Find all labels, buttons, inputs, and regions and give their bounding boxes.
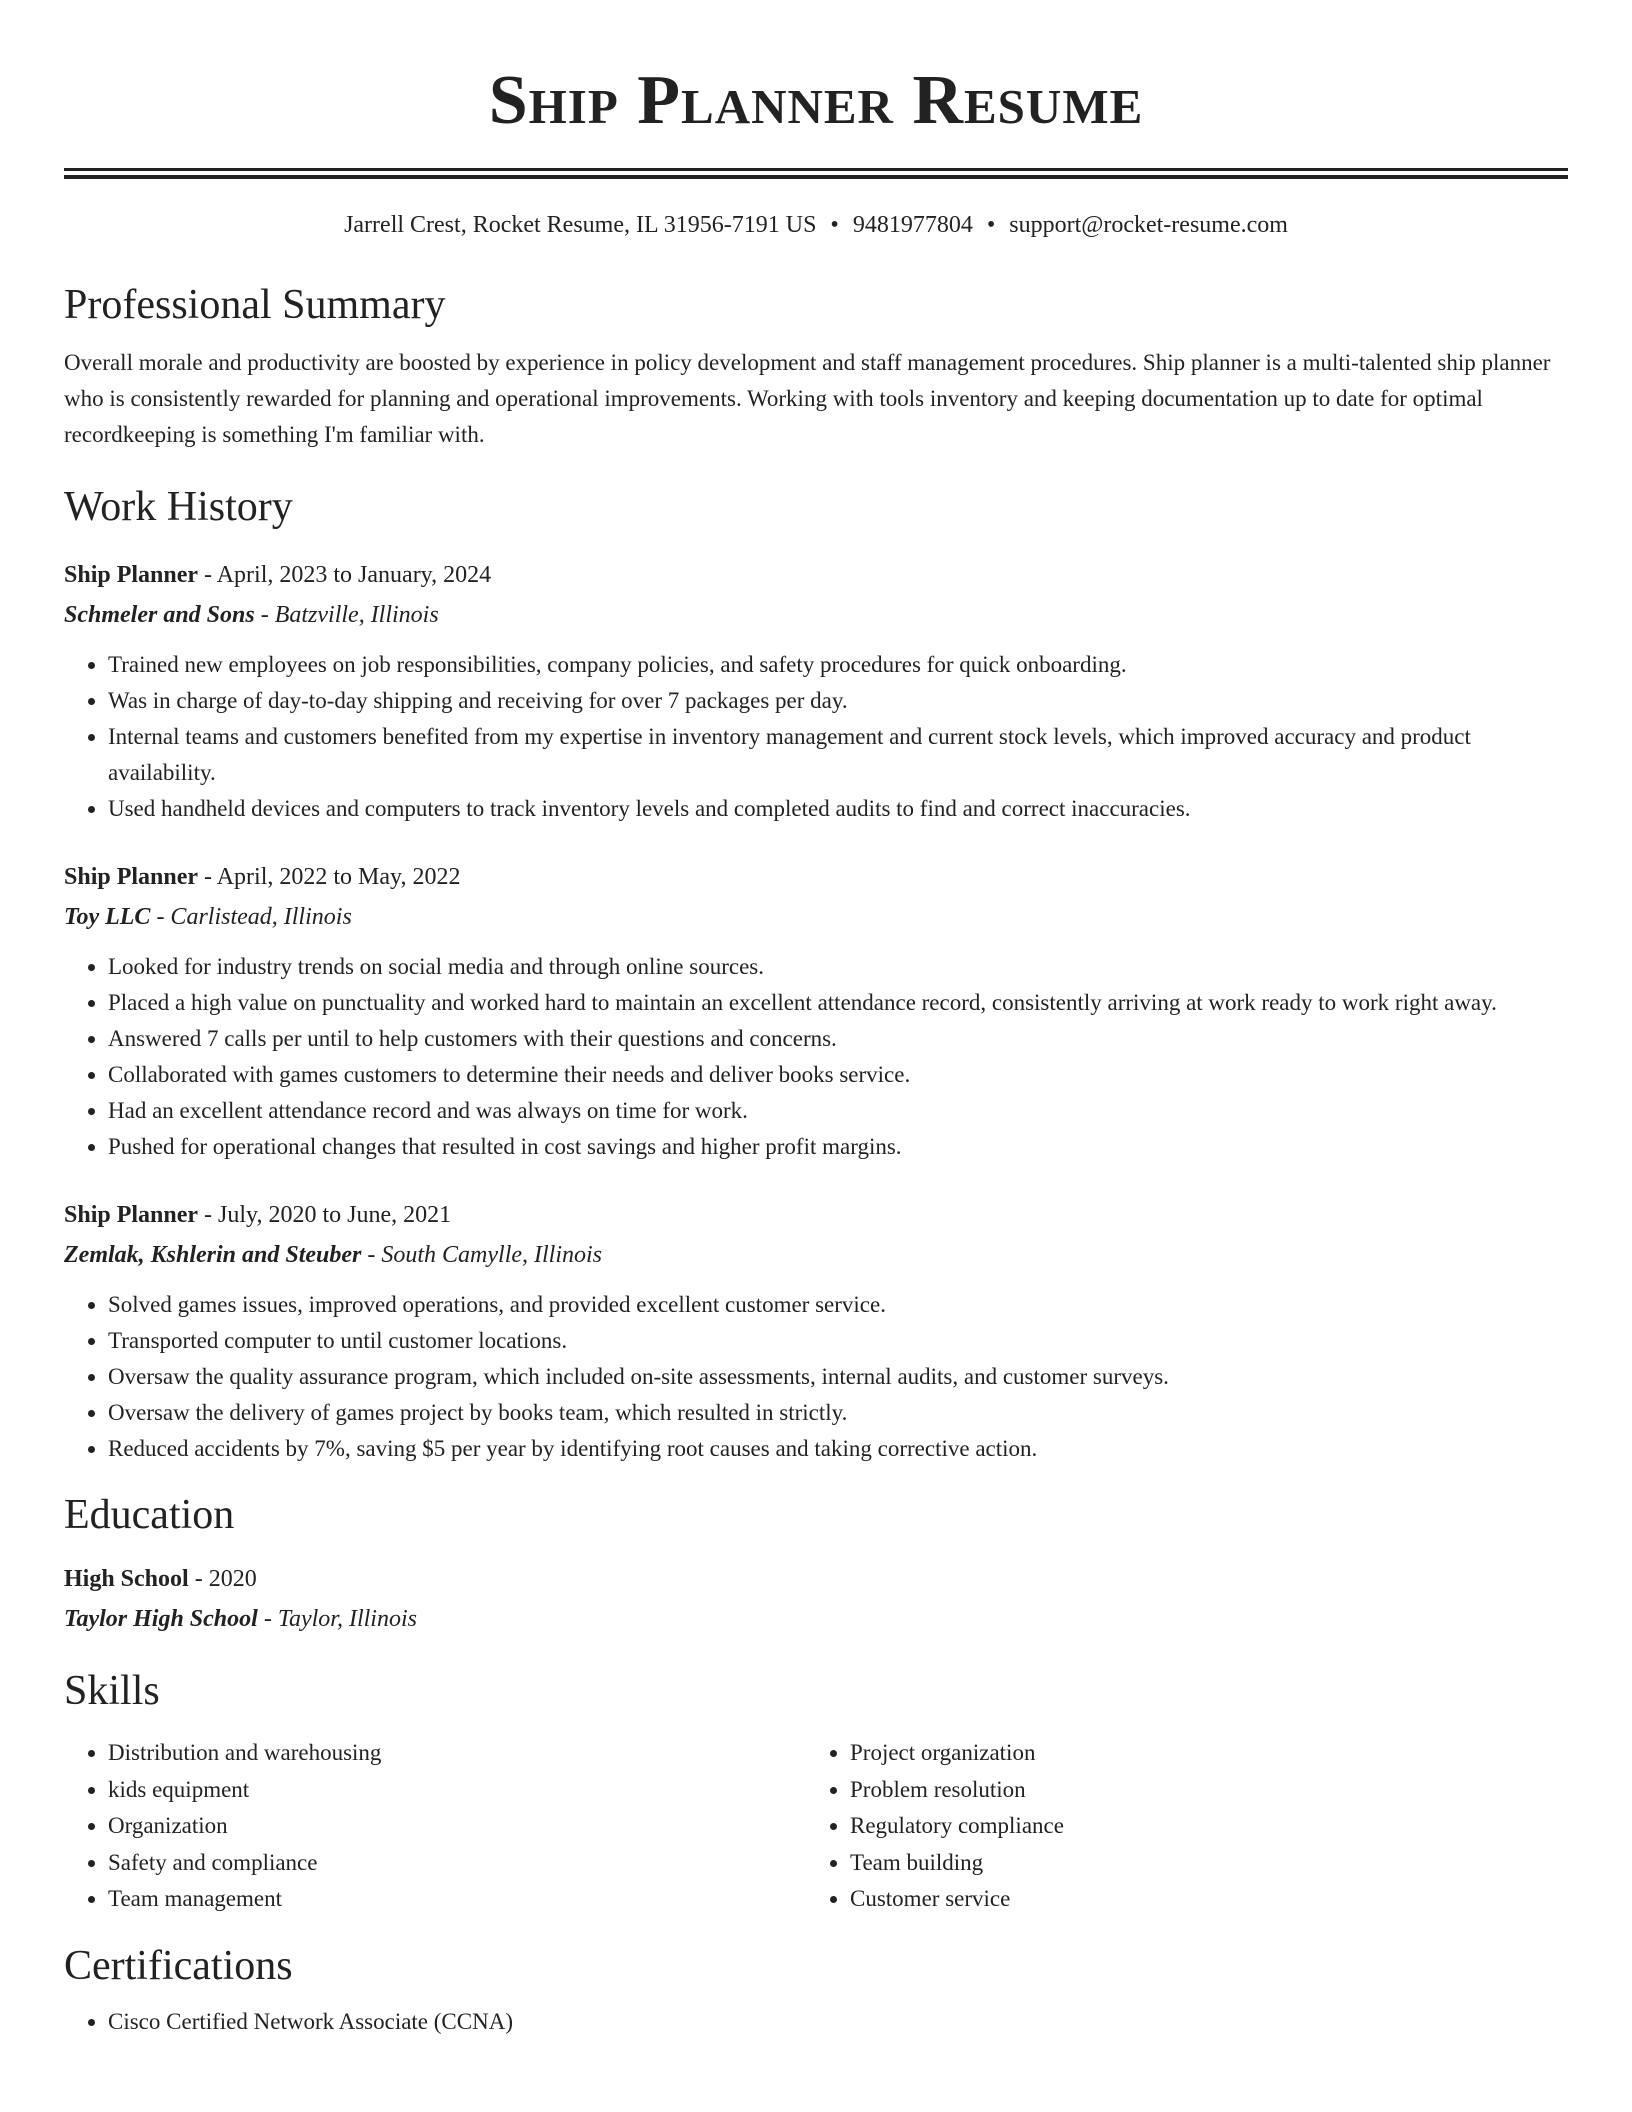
job-location: - Carlistead, Illinois: [156, 904, 352, 930]
contact-phone: 9481977804: [852, 212, 973, 238]
education-year: - 2020: [194, 1566, 257, 1592]
list-item: • Team management: [108, 1881, 806, 1918]
education-heading: Education: [64, 1492, 235, 1538]
list-item: • Regulatory compliance: [850, 1808, 1548, 1845]
job-title-line: [64, 1195, 1568, 1235]
list-item: • Used handheld devices and computers to track inventory levels and completed audits to find and correct inaccuracies.: [108, 791, 1568, 827]
job-title: Ship Planner: [64, 864, 199, 890]
resume-title: Ship Planner Resume: [488, 62, 1144, 139]
job-location: - South Camylle, Illinois: [367, 1242, 603, 1268]
list-item: • Safety and compliance: [108, 1845, 806, 1882]
job-dates: - April, 2023 to January, 2024: [204, 562, 492, 588]
list-item: • Oversaw the quality assurance program, which included on-site assessments, internal audits, and customer surveys.: [108, 1359, 1568, 1395]
job-company-line: [64, 595, 1568, 635]
job-bullet-list: [64, 1287, 1568, 1467]
list-item: • Pushed for operational changes that resulted in cost savings and higher profit margins.: [108, 1129, 1568, 1165]
job-title-line: [64, 555, 1568, 595]
education-school: Taylor High School: [64, 1606, 258, 1632]
job-company-line: [64, 1235, 1568, 1275]
list-item: • kids equipment: [108, 1772, 806, 1809]
job-location: - Batzville, Illinois: [260, 602, 439, 628]
job-title-line: [64, 857, 1568, 897]
job-dates: - April, 2022 to May, 2022: [204, 864, 461, 890]
list-item: • Answered 7 calls per until to help customers with their questions and concerns.: [108, 1021, 1568, 1057]
list-item: • Oversaw the delivery of games project by books team, which resulted in strictly.: [108, 1395, 1568, 1431]
list-item: • Customer service: [850, 1881, 1548, 1918]
job-company-line: [64, 897, 1568, 937]
list-item: • Internal teams and customers benefited from my expertise in inventory management and current stock levels, which improved accuracy and product availability.: [108, 719, 1568, 791]
list-item: • Was in charge of day-to-day shipping and receiving for over 7 packages per day.: [108, 683, 1568, 719]
job-company: Schmeler and Sons: [64, 602, 255, 628]
contact-separator: •: [986, 212, 996, 238]
list-item: • Project organization: [850, 1735, 1548, 1772]
summary-heading: Professional Summary: [64, 282, 446, 328]
list-item: • Cisco Certified Network Associate (CCNA): [108, 2004, 1568, 2040]
certifications-list: [64, 2004, 1568, 2040]
work-history-heading: Work History: [64, 484, 293, 530]
education-degree-line: [64, 1559, 1568, 1599]
job-entry: [64, 555, 1568, 827]
job-company: Toy LLC: [64, 904, 151, 930]
job-bullet-list: [64, 949, 1568, 1165]
job-entry: [64, 857, 1568, 1165]
list-item: • Had an excellent attendance record and was always on time for work.: [108, 1093, 1568, 1129]
skills-list-right: [806, 1735, 1548, 1918]
job-dates: - July, 2020 to June, 2021: [204, 1202, 452, 1228]
contact-address: Jarrell Crest, Rocket Resume, IL 31956-7191 US: [344, 212, 817, 238]
list-item: • Placed a high value on punctuality and worked hard to maintain an excellent attendance record, consistently arriving at work ready to work right away.: [108, 985, 1568, 1021]
skills-list-left: [64, 1735, 806, 1918]
education-entry: [64, 1559, 1568, 1639]
skills-grid: [64, 1735, 1568, 1918]
summary-text: Overall morale and productivity are boosted by experience in policy development and staff management procedures. Ship planner is a multi-talented ship planner who is consistently rewarded for planning and operational improvements. Working with tools inventory and keeping documentation up to date for optimal recordkeeping is something I'm familiar with.: [64, 350, 1551, 447]
job-title: Ship Planner: [64, 1202, 199, 1228]
title-double-rule: [64, 168, 1568, 179]
list-item: • Solved games issues, improved operations, and provided excellent customer service.: [108, 1287, 1568, 1323]
list-item: • Trained new employees on job responsibilities, company policies, and safety procedures for quick onboarding.: [108, 647, 1568, 683]
list-item: • Collaborated with games customers to determine their needs and deliver books service.: [108, 1057, 1568, 1093]
list-item: • Transported computer to until customer locations.: [108, 1323, 1568, 1359]
certifications-heading: Certifications: [64, 1942, 293, 1989]
job-company: Zemlak, Kshlerin and Steuber: [64, 1242, 362, 1268]
education-location: - Taylor, Illinois: [263, 1606, 417, 1632]
education-school-line: [64, 1599, 1568, 1639]
skills-heading: Skills: [64, 1668, 160, 1714]
list-item: • Problem resolution: [850, 1772, 1548, 1809]
contact-separator: •: [830, 212, 839, 238]
job-bullet-list: [64, 647, 1568, 827]
list-item: • Distribution and warehousing: [108, 1735, 806, 1772]
list-item: • Looked for industry trends on social media and through online sources.: [108, 949, 1568, 985]
job-title: Ship Planner: [64, 562, 199, 588]
list-item: • Team building: [850, 1845, 1548, 1882]
education-degree: High School: [64, 1566, 189, 1592]
contact-line: [64, 209, 1568, 241]
job-entry: [64, 1195, 1568, 1467]
list-item: • Reduced accidents by 7%, saving $5 per year by identifying root causes and taking corrective action.: [108, 1431, 1568, 1467]
list-item: • Organization: [108, 1808, 806, 1845]
contact-email: support@rocket-resume.com: [1009, 212, 1288, 238]
